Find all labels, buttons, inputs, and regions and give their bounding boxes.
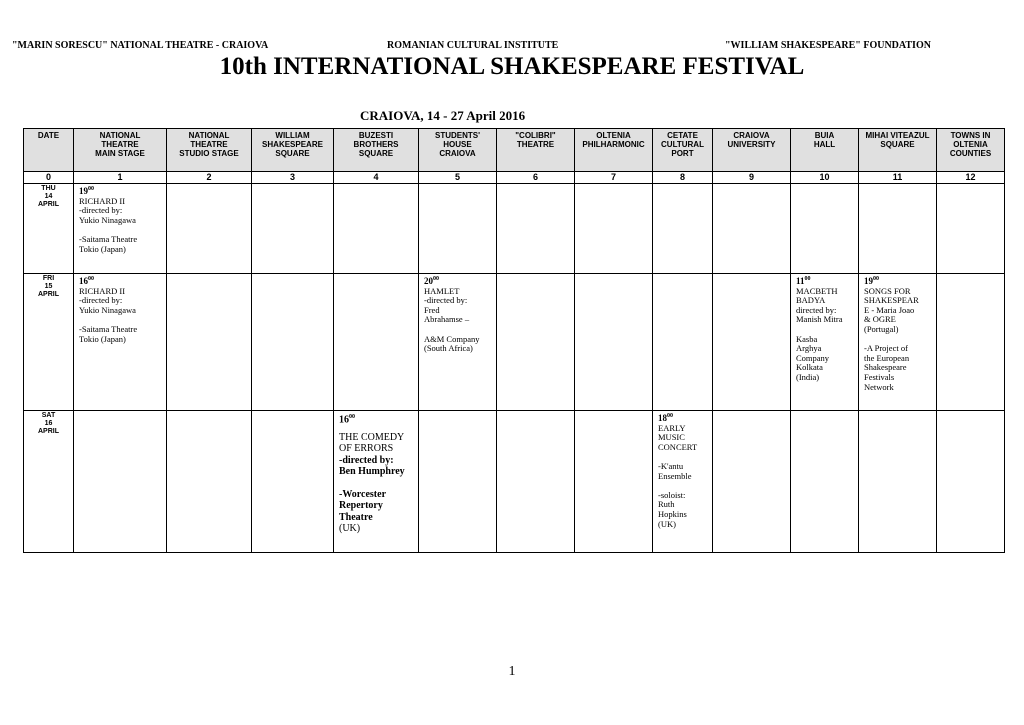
event-cell bbox=[74, 184, 167, 274]
column-header: WILLIAM SHAKESPEARE SQUARE bbox=[252, 129, 334, 172]
page-number: 1 bbox=[508, 664, 516, 679]
column-number: 7 bbox=[575, 172, 653, 184]
column-header: BUZESTI BROTHERS SQUARE bbox=[334, 129, 419, 172]
spacer bbox=[339, 478, 417, 489]
empty-cell bbox=[497, 274, 575, 411]
empty-cell bbox=[791, 411, 859, 553]
empty-cell bbox=[334, 274, 419, 411]
column-number: 12 bbox=[937, 172, 1005, 184]
empty-cell bbox=[167, 274, 252, 411]
empty-cell bbox=[937, 411, 1005, 553]
column-number: 0 bbox=[24, 172, 74, 184]
column-number-row bbox=[24, 172, 1005, 184]
event-cell bbox=[859, 274, 937, 411]
empty-cell bbox=[859, 411, 937, 553]
table-row bbox=[24, 184, 1005, 274]
empty-cell bbox=[791, 184, 859, 274]
column-header: BUIA HALL bbox=[791, 129, 859, 172]
table-row bbox=[24, 274, 1005, 411]
organizer-national-theatre: "MARIN SORESCU" NATIONAL THEATRE - CRAIOVA bbox=[12, 40, 269, 51]
event-country: (UK) bbox=[339, 523, 361, 535]
empty-cell bbox=[419, 411, 497, 553]
empty-cell bbox=[575, 411, 653, 553]
event-cell bbox=[791, 274, 859, 411]
table-row bbox=[24, 411, 1005, 553]
date-cell: FRI 15 APRIL bbox=[24, 274, 74, 411]
column-number: 1 bbox=[74, 172, 167, 184]
event-details: SONGS FOR SHAKESPEAR E - Maria Joao & OGRE (Portugal) -A Project of the European Shakespeare Festivals Network bbox=[864, 285, 919, 392]
column-number: 11 bbox=[859, 172, 937, 184]
empty-cell bbox=[334, 184, 419, 274]
event-cell bbox=[334, 411, 419, 553]
empty-cell bbox=[419, 184, 497, 274]
event-cell bbox=[74, 274, 167, 411]
column-number: 10 bbox=[791, 172, 859, 184]
event-cell bbox=[419, 274, 497, 411]
event-details: RICHARD II -directed by: Yukio Ninagawa -Saitama Theatre Tokio (Japan) bbox=[79, 285, 138, 344]
column-number: 8 bbox=[653, 172, 713, 184]
column-header: CRAIOVA UNIVERSITY bbox=[713, 129, 791, 172]
empty-cell bbox=[74, 411, 167, 553]
column-header: STUDENTS' HOUSE CRAIOVA bbox=[419, 129, 497, 172]
empty-cell bbox=[653, 274, 713, 411]
column-header: NATIONAL THEATRE MAIN STAGE bbox=[74, 129, 167, 172]
festival-schedule-table bbox=[23, 128, 1005, 553]
empty-cell bbox=[713, 411, 791, 553]
page-subtitle: CRAIOVA, 14 - 27 April 2016 bbox=[360, 108, 526, 123]
column-header: OLTENIA PHILHARMONIC bbox=[575, 129, 653, 172]
date-cell: THU 14 APRIL bbox=[24, 184, 74, 274]
event-time: $16^{00}$ bbox=[339, 414, 355, 426]
empty-cell bbox=[497, 184, 575, 274]
event-time: $20^{00}$ bbox=[424, 276, 439, 286]
column-number: 2 bbox=[167, 172, 252, 184]
column-header: DATE bbox=[24, 129, 74, 172]
column-number: 9 bbox=[713, 172, 791, 184]
column-header: CETATE CULTURAL PORT bbox=[653, 129, 713, 172]
empty-cell bbox=[252, 274, 334, 411]
organizer-shakespeare-foundation: "WILLIAM SHAKESPEARE" FOUNDATION bbox=[725, 40, 931, 51]
event-cell bbox=[653, 411, 713, 553]
column-number: 3 bbox=[252, 172, 334, 184]
empty-cell bbox=[167, 184, 252, 274]
empty-cell bbox=[167, 411, 252, 553]
event-details: EARLY MUSIC CONCERT -K'antu Ensemble -soloist: Ruth Hopkins (UK) bbox=[658, 422, 698, 529]
event-details: RICHARD II -directed by: Yukio Ninagawa -Saitama Theatre Tokio (Japan) bbox=[79, 195, 138, 254]
event-time: $19^{00}$ bbox=[864, 276, 879, 286]
column-header: "COLIBRI" THEATRE bbox=[497, 129, 575, 172]
organizer-cultural-institute: ROMANIAN CULTURAL INSTITUTE bbox=[387, 40, 559, 51]
event-time: $18^{00}$ bbox=[658, 413, 673, 423]
empty-cell bbox=[252, 411, 334, 553]
event-details: HAMLET -directed by: Fred Abrahamse – A&M Company (South Africa) bbox=[424, 285, 480, 354]
column-header: NATIONAL THEATRE STUDIO STAGE bbox=[167, 129, 252, 172]
event-title: THE COMEDY OF ERRORS bbox=[339, 431, 405, 455]
event-time: $19^{00}$ bbox=[79, 186, 94, 196]
event-time: $16^{00}$ bbox=[79, 276, 94, 286]
empty-cell bbox=[859, 184, 937, 274]
table-header-row bbox=[24, 129, 1005, 172]
empty-cell bbox=[497, 411, 575, 553]
empty-cell bbox=[713, 184, 791, 274]
column-number: 5 bbox=[419, 172, 497, 184]
empty-cell bbox=[575, 274, 653, 411]
event-time: $11^{00}$ bbox=[796, 276, 811, 286]
event-details: MACBETH BADYA directed by: Manish Mitra Kasba Arghya Company Kolkata (India) bbox=[796, 285, 843, 382]
empty-cell bbox=[713, 274, 791, 411]
empty-cell bbox=[937, 274, 1005, 411]
empty-cell bbox=[252, 184, 334, 274]
empty-cell bbox=[575, 184, 653, 274]
column-header: TOWNS IN OLTENIA COUNTIES bbox=[937, 129, 1005, 172]
column-number: 4 bbox=[334, 172, 419, 184]
event-company: -Worcester Repertory Theatre bbox=[339, 488, 387, 523]
page-title: 10th INTERNATIONAL SHAKESPEARE FESTIVAL bbox=[219, 53, 805, 80]
empty-cell bbox=[653, 184, 713, 274]
column-header: MIHAI VITEAZUL SQUARE bbox=[859, 129, 937, 172]
empty-cell bbox=[937, 184, 1005, 274]
event-director: -directed by: Ben Humphrey bbox=[339, 454, 405, 478]
column-number: 6 bbox=[497, 172, 575, 184]
date-cell: SAT 16 APRIL bbox=[24, 411, 74, 553]
